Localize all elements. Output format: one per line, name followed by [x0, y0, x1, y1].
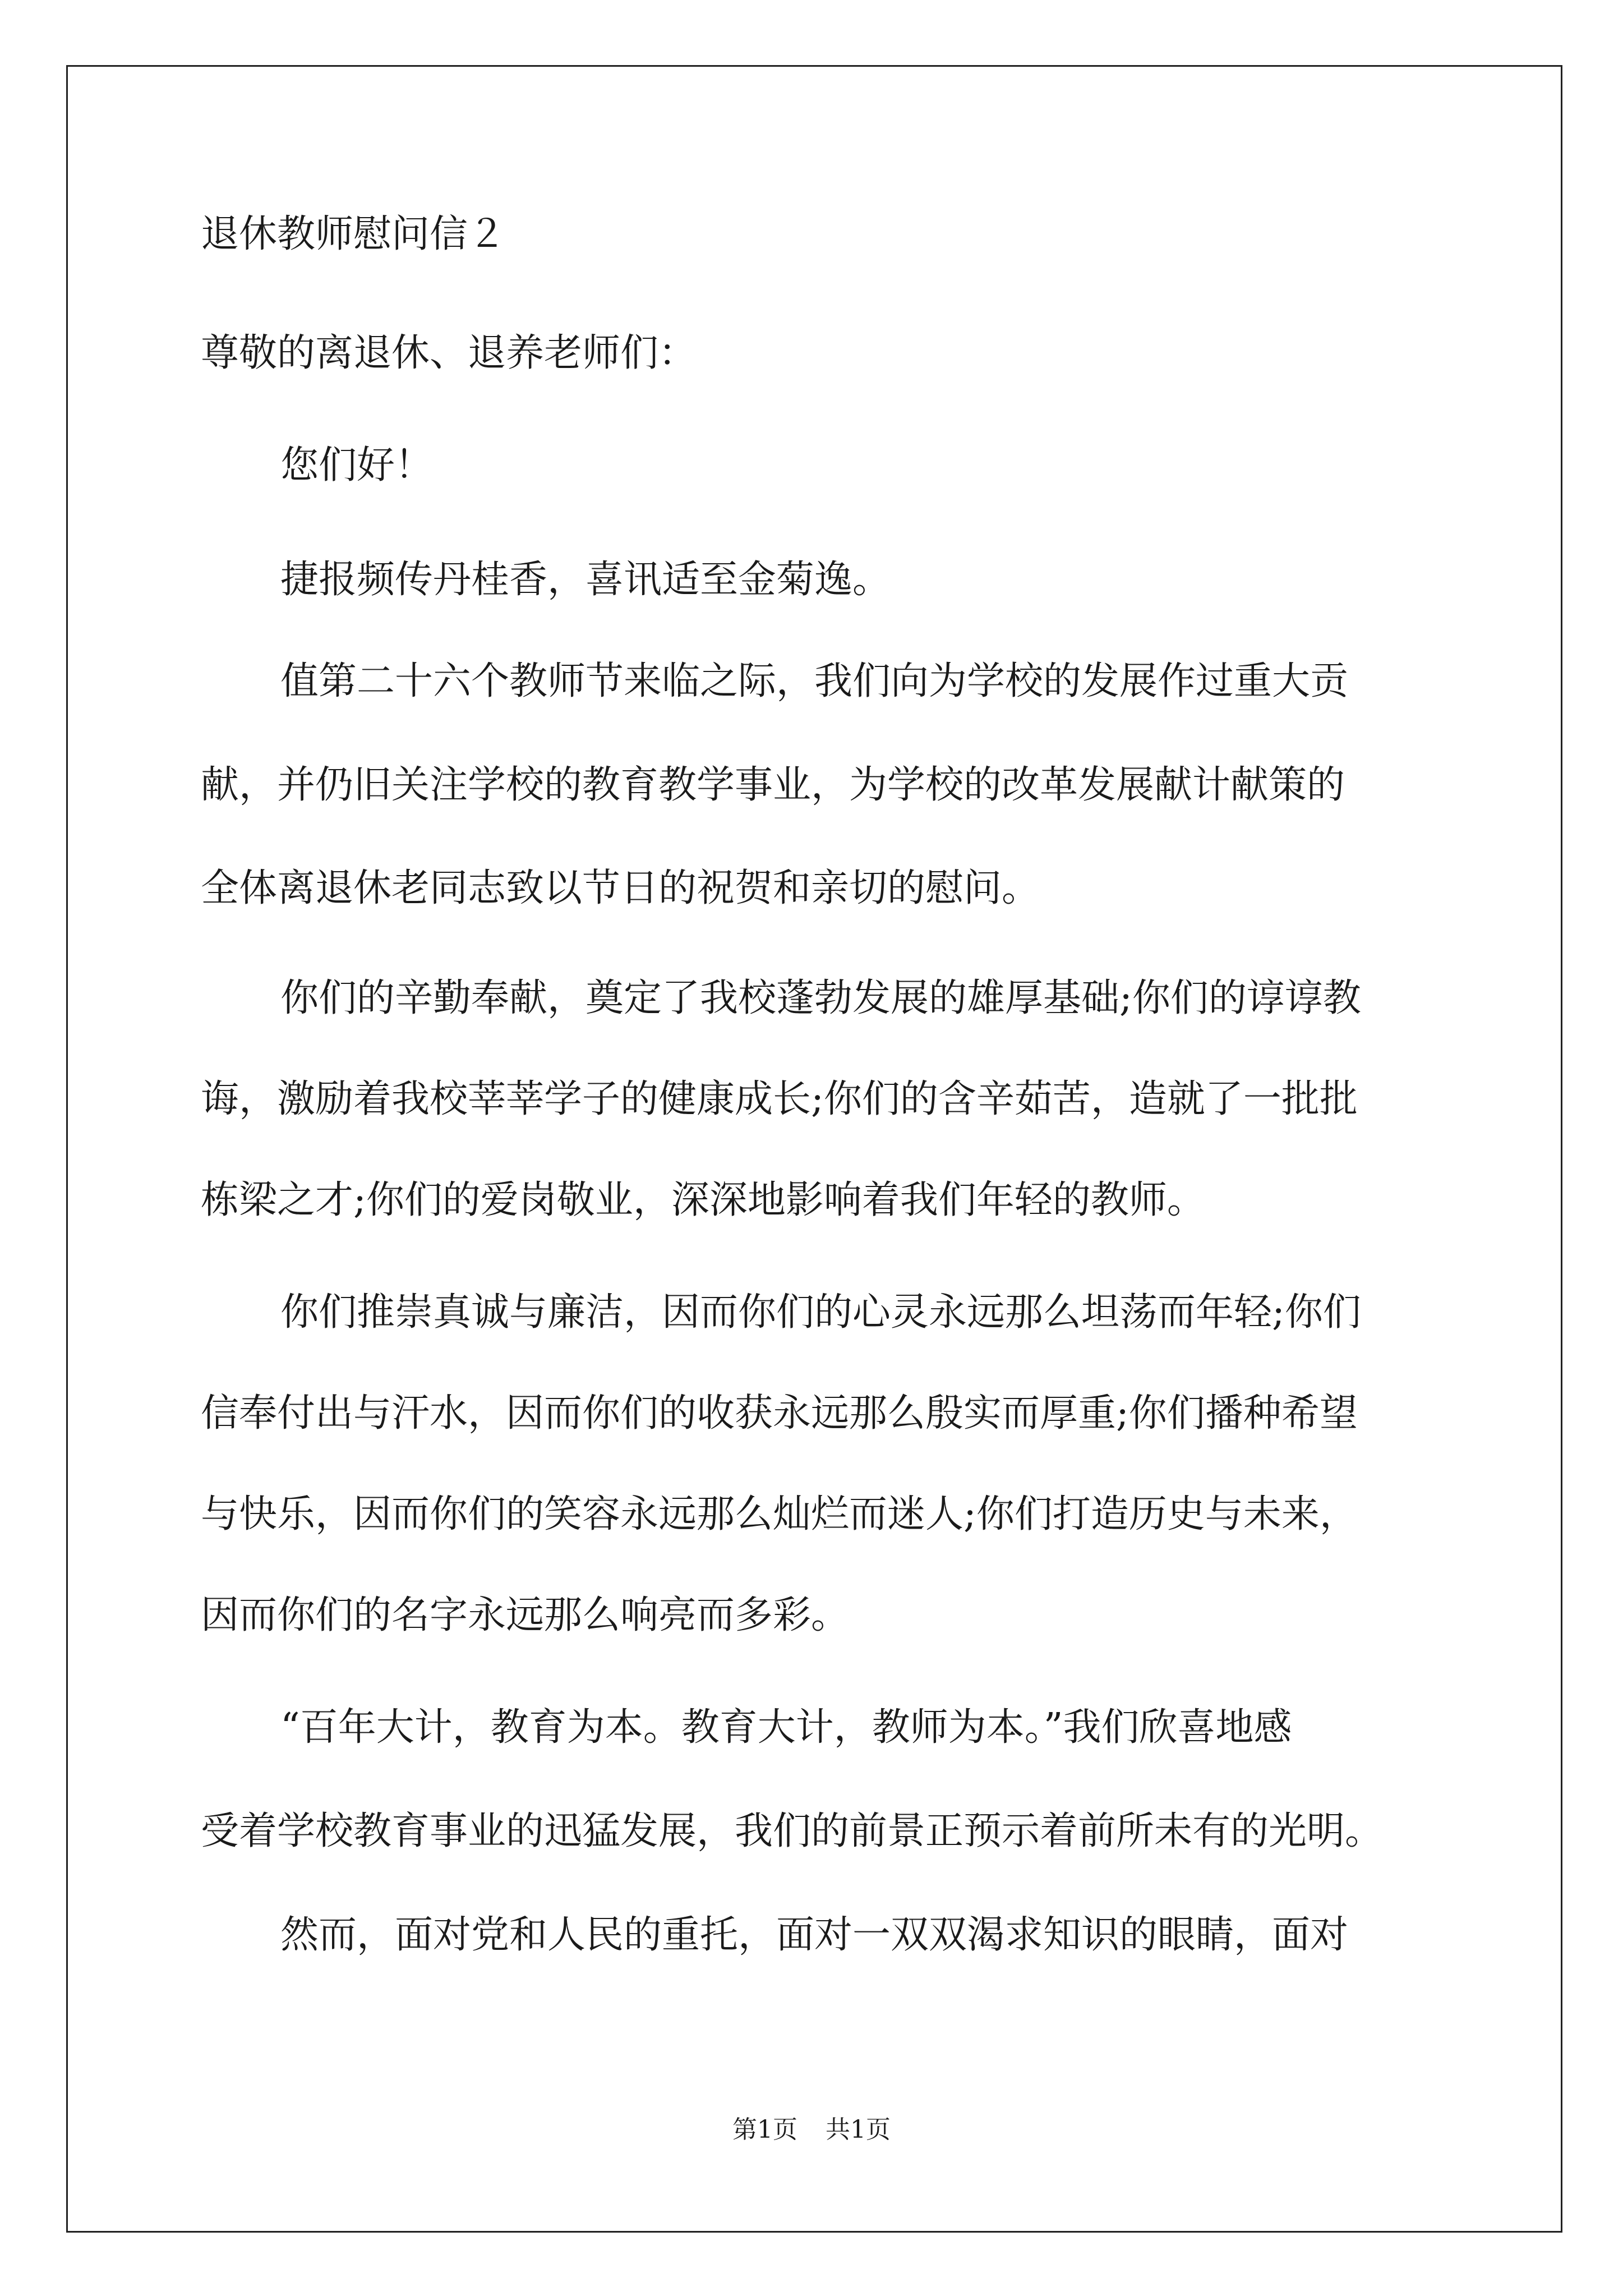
paragraph-line: 栋梁之才;你们的爱岗敬业，深深地影响着我们年轻的教师。	[201, 1178, 1205, 1222]
paragraph-line: 然而，面对党和人民的重托，面对一双双渴求知识的眼睛，面对	[280, 1913, 1349, 1957]
page-number: 第1页	[732, 2115, 797, 2144]
salutation: 尊敬的离退休、退养老师们：	[201, 331, 697, 375]
paragraph-line: 你们的辛勤奉献，奠定了我校蓬勃发展的雄厚基础;你们的谆谆教	[280, 976, 1361, 1020]
greeting: 您们好！	[280, 443, 434, 487]
paragraph-line: 受着学校教育事业的迅猛发展，我们的前景正预示着前所未有的光明。	[201, 1809, 1384, 1853]
paragraph-line: 献，并仍旧关注学校的教育教学事业，为学校的改革发展献计献策的	[201, 763, 1345, 807]
paragraph-line: 因而你们的名字永远那么响亮而多彩。	[201, 1593, 850, 1637]
page-border	[66, 65, 1562, 2233]
paragraph-line: 值第二十六个教师节来临之际，我们向为学校的发展作过重大贡	[280, 659, 1349, 703]
page-total: 共1页	[826, 2115, 891, 2144]
paragraph-line: “百年大计，教育为本。教育大计，教师为本。”我们欣喜地感	[280, 1705, 1292, 1750]
paragraph-line: 信奉付出与汗水，因而你们的收获永远那么殷实而厚重;你们播种希望	[201, 1391, 1358, 1435]
paragraph-line: 与快乐，因而你们的笑容永远那么灿烂而迷人;你们打造历史与未来，	[201, 1492, 1358, 1536]
document-title: 退休教师慰问信２	[201, 212, 506, 256]
paragraph-line: 诲，激励着我校莘莘学子的健康成长;你们的含辛茹苦，造就了一批批	[201, 1077, 1358, 1121]
paragraph-line: 全体离退休老同志致以节日的祝贺和亲切的慰问。	[201, 866, 1040, 910]
page-footer	[0, 2115, 1623, 2145]
paragraph-line: 你们推崇真诚与廉洁，因而你们的心灵永远那么坦荡而年轻;你们	[280, 1290, 1361, 1335]
paragraph-line: 捷报频传丹桂香，喜讯适至金菊逸。	[280, 558, 891, 602]
